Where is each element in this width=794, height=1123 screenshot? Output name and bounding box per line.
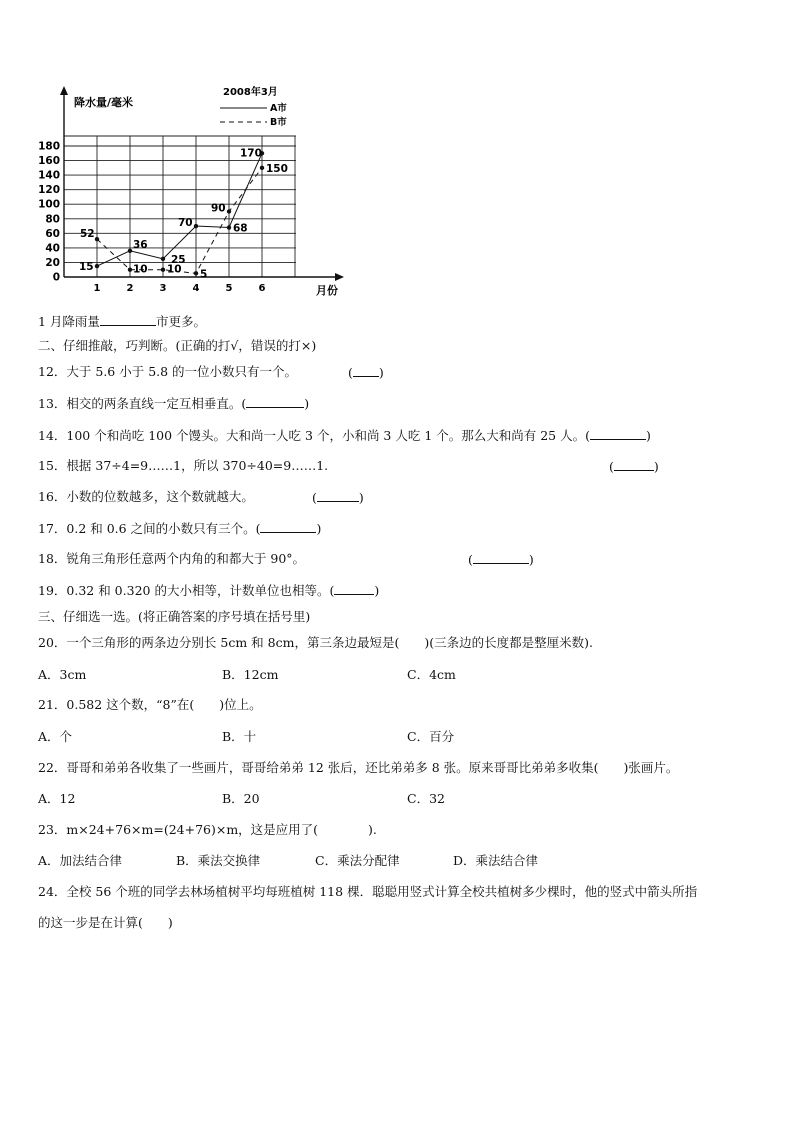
q22-option-a[interactable]: A．12 — [38, 791, 76, 806]
data-label: 10 — [167, 263, 182, 276]
judge-q17: 17．0.2 和 0.6 之间的小数只有三个。( ) — [38, 521, 322, 536]
data-label: 150 — [266, 162, 288, 175]
y-axis-arrow — [60, 86, 68, 95]
y-axis-label: 降水量/毫米 — [74, 96, 134, 109]
q20-option-a[interactable]: A．3cm — [38, 667, 87, 682]
q23-option-c[interactable]: C．乘法分配律 — [315, 853, 400, 868]
judge-q18 — [38, 551, 534, 567]
x-tick-labels — [94, 283, 266, 294]
series-b-point — [227, 209, 231, 213]
data-label: 36 — [133, 238, 148, 251]
q12-answer[interactable]: ( ) — [348, 365, 384, 380]
series-a-point — [227, 225, 231, 229]
legend-a-label: A市 — [270, 103, 287, 114]
series-b-point — [161, 268, 165, 272]
y-tick-label: 60 — [45, 227, 60, 240]
q24-text-line2: 的这一步是在计算( ) — [38, 915, 173, 930]
x-axis-arrow — [335, 273, 344, 281]
data-label: 25 — [171, 253, 186, 266]
judge-q13: 13．相交的两条直线一定互相垂直。( ) — [38, 396, 310, 411]
section3-title: 三、仔细选一选。(将正确答案的序号填在括号里) — [38, 609, 311, 624]
q13-blank[interactable] — [246, 395, 304, 408]
series-b-point — [95, 237, 99, 241]
q23-option-a[interactable]: A．加法结合律 — [38, 853, 123, 868]
q16-answer[interactable]: ( ) — [312, 490, 364, 505]
data-label: 5 — [200, 268, 208, 281]
q20-option-c[interactable]: C．4cm — [407, 667, 456, 682]
q22-option-b[interactable]: B．20 — [222, 791, 260, 806]
q21-text: 21．0.582 这个数，“8”在( )位上。 — [38, 697, 262, 712]
section2-title: 二、仔细推敲，巧判断。(正确的打√，错误的打×) — [38, 338, 317, 353]
series-b-point — [260, 166, 264, 170]
q11-blank[interactable] — [100, 313, 156, 326]
q16-text: 16．小数的位数越多，这个数就越大。 — [38, 489, 254, 504]
y-tick-label: 140 — [38, 169, 60, 182]
data-label: 68 — [233, 222, 248, 235]
x-tick-label: 4 — [192, 283, 200, 294]
x-axis-label: 月份 — [316, 284, 338, 297]
data-label: 70 — [178, 217, 193, 230]
q19-text: 19．0.32 和 0.320 的大小相等，计数单位也相等。( — [38, 583, 335, 598]
data-label: 90 — [211, 202, 226, 215]
q23-text: 23．m×24+76×m=(24+76)×m，这是应用了( ). — [38, 822, 377, 837]
series-a-point — [95, 264, 99, 268]
data-label: 170 — [240, 147, 262, 160]
series-b-point — [128, 268, 132, 272]
x-tick-label: 3 — [159, 283, 167, 294]
q19-blank[interactable] — [334, 582, 374, 595]
q23-option-d[interactable]: D．乘法结合律 — [453, 853, 539, 868]
q13-text: 13．相交的两条直线一定互相垂直。( — [38, 396, 247, 411]
q17-text: 17．0.2 和 0.6 之间的小数只有三个。( — [38, 521, 261, 536]
series-a-point — [161, 257, 165, 261]
q15-answer[interactable]: ( ) — [609, 459, 659, 474]
q20-option-b[interactable]: B．12cm — [222, 667, 279, 682]
series-a-point — [128, 249, 132, 253]
q21-option-c[interactable]: C．百分 — [407, 729, 455, 744]
legend-b-label: B市 — [270, 117, 287, 128]
q15-text: 15．根据 37÷4=9……1，所以 370÷40=9……1. — [38, 458, 329, 473]
y-tick-label: 160 — [38, 155, 60, 168]
q24-text-line1: 24．全校 56 个班的同学去林场植树平均每班植树 118 棵．聪聪用竖式计算全校共植树多少棵时，他的竖式中箭头所指 — [38, 884, 698, 899]
chart-title: 2008年3月 — [223, 87, 278, 98]
judge-q12 — [38, 364, 384, 380]
data-label: 15 — [79, 261, 94, 274]
q21-option-a[interactable]: A．个 — [38, 729, 73, 744]
judge-q14: 14．100 个和尚吃 100 个馒头。大和尚一人吃 3 个，小和尚 3 人吃 1 个。那么大和尚有 25 人。( ) — [38, 428, 651, 443]
judge-q19: 19．0.32 和 0.320 的大小相等，计数单位也相等。( ) — [38, 583, 380, 598]
q12-text: 12．大于 5.6 小于 5.8 的一位小数只有一个。 — [38, 364, 298, 379]
rainfall-line-chart — [30, 80, 360, 305]
series-a-line — [97, 153, 262, 266]
x-tick-label: 2 — [126, 283, 134, 294]
q21-option-b[interactable]: B．十 — [222, 729, 257, 744]
y-tick-label: 100 — [38, 198, 60, 211]
series-b-point — [194, 271, 198, 275]
x-tick-label: 6 — [258, 283, 266, 294]
judge-q16 — [38, 489, 364, 505]
y-tick-labels — [38, 141, 60, 284]
q18-text: 18．锐角三角形任意两个内角的和都大于 90°。 — [38, 551, 306, 566]
x-tick-label: 5 — [225, 283, 233, 294]
judge-q15 — [38, 458, 659, 474]
q14-text: 14．100 个和尚吃 100 个馒头。大和尚一人吃 3 个，小和尚 3 人吃 1 个。那么大和尚有 25 人。( — [38, 428, 590, 443]
y-tick-label: 80 — [45, 213, 60, 226]
q22-option-c[interactable]: C．32 — [407, 791, 445, 806]
y-tick-label: 40 — [45, 242, 60, 255]
q11-suffix: 市更多。 — [155, 314, 206, 329]
y-tick-label: 20 — [45, 256, 60, 269]
q14-blank[interactable] — [590, 427, 646, 440]
x-tick-label: 1 — [93, 283, 101, 294]
y-tick-label: 0 — [52, 271, 60, 284]
series-a-point — [194, 224, 198, 228]
q17-blank[interactable] — [260, 520, 316, 533]
chart-axes — [60, 86, 344, 281]
q18-answer[interactable]: ( ) — [468, 552, 534, 567]
q11-prefix: 1 月降雨量 — [38, 314, 100, 329]
q22-text: 22．哥哥和弟弟各收集了一些画片，哥哥给弟弟 12 张后，还比弟弟多 8 张。原来哥哥比弟弟多收集( )张画片。 — [38, 760, 679, 775]
q23-option-b[interactable]: B．乘法交换律 — [176, 853, 261, 868]
q20-text: 20．一个三角形的两条边分别长 5cm 和 8cm，第三条边最短是( )(三条边的长度都是整厘米数). — [38, 635, 593, 650]
data-label: 10 — [133, 263, 148, 276]
q11-answer-line — [38, 313, 206, 330]
data-label: 52 — [80, 228, 95, 241]
y-tick-label: 120 — [38, 184, 60, 197]
y-tick-label: 180 — [38, 140, 60, 153]
